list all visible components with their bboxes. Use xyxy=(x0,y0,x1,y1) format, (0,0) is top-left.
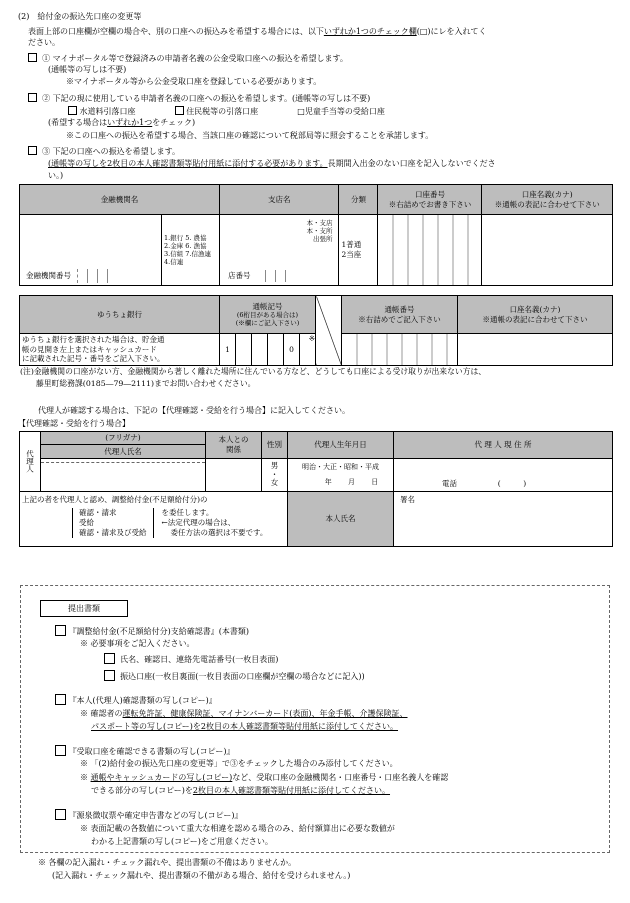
bank-account-table xyxy=(19,184,613,286)
doc-item-3-note-1: ※ 「(2)給付金の振込先口座の変更等」で③をチェックした場合のみ添付してください。 xyxy=(80,759,398,768)
doc-item-4-note-1: ※ 表面記載の各数値について重大な相違を認める場合のみ、給付額算出に必要な数値が xyxy=(80,824,395,833)
option-2-note: (希望する場合はいずれか1つをチェック) xyxy=(48,118,196,127)
proxy-intro: 代理人が確認する場合は、下記の【代理確認・受給を行う場合】に記入してください。 xyxy=(38,406,350,415)
doc-item-2: 『本人(代理人)確認書類の写し(コピー)』 xyxy=(55,694,217,706)
yucho-number-header: 通帳番号 ※右詰めでご記入下さい xyxy=(342,296,458,334)
yucho-digit-4[interactable] xyxy=(268,334,284,366)
yucho-symbol-header: 通帳記号 (6桁目がある場合は) (※欄にご記入下さい) xyxy=(220,296,316,334)
final-check-2: (記入漏れ・チェック漏れや、提出書類の不備がある場合、給付を受けられません。) xyxy=(52,871,351,880)
option-1-note-2: ※マイナポータル等から公金受取口座を登録している必要があります。 xyxy=(66,77,322,86)
doc-item-2-note-2: パスポート等の写し(コピー)を2枚目の本人確認書類等貼付用紙に添付してください。 xyxy=(91,722,399,731)
note-line-1: (注)金融機関の口座がない方、金融機関から著しく離れた場所に住んでいる方など、どうしても口座による受け取りが出来ない方は、 xyxy=(20,367,487,376)
birth-header: 代理人生年月日 xyxy=(288,432,394,459)
option-2: ② 下記の現に使用している申請者名義の口座への振込を希望します。(通帳等の写しは不要) xyxy=(28,93,370,104)
option-1-checkbox[interactable] xyxy=(28,53,37,62)
delegation-choices[interactable]: 確認・請求 受給 確認・請求及び受給 xyxy=(72,508,154,538)
yucho-description: ゆうちょ銀行を選択された場合は、貯金通 帳の見開き左上またはキャッシュカード に記載された記号・番号をご記入下さい。 xyxy=(20,334,220,366)
option-3-note-cont: い。) xyxy=(48,171,64,180)
section-2-intro-cont: ださい。 xyxy=(28,38,60,47)
yucho-digit-3[interactable] xyxy=(252,334,268,366)
bank-name-header: 金融機関名 xyxy=(20,185,220,215)
yucho-divider xyxy=(316,296,342,366)
doc-1a-checkbox[interactable] xyxy=(104,653,115,664)
proxy-table xyxy=(19,431,613,547)
water-bill-checkbox[interactable] xyxy=(68,106,77,115)
account-number-header: 口座番号 ※右詰めでお書き下さい xyxy=(378,185,482,215)
note-line-2: 藤里町総務課(0185―79―2111)までお問い合わせください。 xyxy=(36,379,256,388)
doc-item-3-note-3: できる部分の写し(コピー)を2枚目の本人確認書類等貼付用紙に添付してください。 xyxy=(91,786,391,795)
furigana-label: (フリガナ) xyxy=(41,432,206,445)
final-check-1: ※ 各欄の記入漏れ・チェック漏れや、提出書類の不備はありませんか。 xyxy=(38,858,297,867)
bank-kind-list: 1.銀行 5. 農協 2.金庫 6. 漁協 3.信組 7.信漁連 4.信連 xyxy=(162,215,220,286)
birth-field[interactable]: 明治・大正・昭和・平成 年 月 日 xyxy=(288,459,394,492)
section-2-title: (2) 給付金の振込先口座の変更等 xyxy=(18,12,142,21)
yucho-digit-1: 1 xyxy=(220,334,236,366)
doc-item-1: 『調整給付金(不足額給付分)支給確認書』(本書類) xyxy=(55,625,249,637)
proxy-side-label: 代理人 xyxy=(20,432,41,492)
account-holder-header: 口座名義(カナ) ※通帳の表記に合わせて下さい xyxy=(482,185,613,215)
option-3-checkbox[interactable] xyxy=(28,146,37,155)
account-holder-field[interactable] xyxy=(482,215,613,286)
yucho-table xyxy=(19,295,613,366)
relation-header: 本人との 関係 xyxy=(206,432,262,459)
yucho-star-cell[interactable]: ※ xyxy=(300,334,316,366)
option-3-note: (通帳等の写しを2枚目の本人確認書類等貼付用紙に添付する必要があります。長期間入出金のない口座を記入しないでくださ xyxy=(48,159,496,168)
doc-1b-checkbox[interactable] xyxy=(104,670,115,681)
yucho-digit-0: 0 xyxy=(284,334,300,366)
yucho-digit-2[interactable] xyxy=(236,334,252,366)
doc-3-checkbox[interactable] xyxy=(55,745,66,756)
doc-item-1-check-2: 振込口座(一枚目裏面(一枚目表面の口座欄が空欄の場合などに記入)) xyxy=(104,670,365,682)
proxy-name-field[interactable] xyxy=(41,459,206,492)
sex-header: 性別 xyxy=(262,432,288,459)
doc-item-1-check-1: 氏名、確認日、連絡先電話番号(一枚目表面) xyxy=(104,653,278,665)
principal-name-label: 本人氏名 xyxy=(288,492,394,547)
doc-item-3-note-2: ※ 通帳やキャッシュカードの写し(コピー)など、受取口座の金融機関名・口座番号・口座名義人を確認 xyxy=(80,773,449,782)
doc-1-checkbox[interactable] xyxy=(55,625,66,636)
branch-header: 支店名 xyxy=(220,185,339,215)
sex-field[interactable]: 男 ・ 女 xyxy=(262,459,288,492)
resident-tax-checkbox[interactable] xyxy=(175,106,184,115)
type-header: 分類 xyxy=(339,185,378,215)
consent-cell: 上記の者を代理人と認め、調整給付金(不足額給付分)の 確認・請求 受給 確認・請求及び受給 を委任します。 ←法定代理の場合は、 委任方法の選択は不要です。 xyxy=(20,492,288,547)
yucho-holder-field[interactable] xyxy=(458,334,613,366)
proxy-name-header: 代理人氏名 xyxy=(41,445,206,459)
option-2-choices: 水道料引落口座 住民税等の引落口座 □児童手当等の受給口座 xyxy=(68,106,385,117)
doc-item-4-note-2: わかる上記書類の写し(コピー)をご用意ください。 xyxy=(91,837,273,846)
account-type-field[interactable]: 1普通 2当座 xyxy=(339,215,378,286)
account-number-field[interactable] xyxy=(378,215,482,286)
documents-header: 提出書類 xyxy=(40,600,128,617)
doc-4-checkbox[interactable] xyxy=(55,809,66,820)
section-2-intro: 表面上部の口座欄が空欄の場合や、別の口座への振込みを希望する場合には、以下いずれか1つのチェック欄(□)にレを入れてく xyxy=(28,27,487,36)
doc-2-checkbox[interactable] xyxy=(55,694,66,705)
doc-item-2-note-1: ※ 確認者の運転免許証、健康保険証、マイナンバーカード(表面)、年金手帳、介護保険証、 xyxy=(80,709,408,718)
signature-field[interactable]: 署名 xyxy=(394,492,613,547)
doc-item-3: 『受取口座を確認できる書類の写し(コピー)』 xyxy=(55,745,234,757)
yucho-number-field[interactable] xyxy=(342,334,458,366)
relation-field[interactable] xyxy=(206,459,262,492)
branch-field[interactable]: 本・支店 本・支所 出張所 店番号 xyxy=(220,215,339,286)
address-field[interactable]: 電話 ( ) xyxy=(394,459,613,492)
branch-number-label: 店番号 xyxy=(228,270,286,282)
child-allowance-checkbox[interactable]: □児童手当等の受給口座 xyxy=(297,107,385,116)
address-header: 代 理 人 現 住 所 xyxy=(394,432,613,459)
option-1-note: (通帳等の写しは不要) xyxy=(48,65,127,74)
option-2-checkbox[interactable] xyxy=(28,93,37,102)
bank-name-field[interactable]: 金融機関番号 xyxy=(20,215,162,286)
yucho-holder-header: 口座名義(カナ) ※通帳の表記に合わせて下さい xyxy=(458,296,613,334)
option-1: ① マイナポータル等で登録済みの申請者名義の公金受取口座への振込を希望します。 xyxy=(28,53,348,64)
option-3: ③ 下記の口座への振込を希望します。 xyxy=(28,146,180,157)
yucho-bank-header: ゆうちょ銀行 xyxy=(20,296,220,334)
option-2-note-2: ※この口座への振込を希望する場合、当該口座の確認について税部局等に照会することを承諾します。 xyxy=(66,131,434,140)
doc-item-1-note: ※ 必要事項をご記入ください。 xyxy=(80,639,195,648)
doc-item-4: 『源泉徴収票や確定申告書などの写し(コピー)』 xyxy=(55,809,242,821)
proxy-section-title: 【代理確認・受給を行う場合】 xyxy=(18,419,130,428)
